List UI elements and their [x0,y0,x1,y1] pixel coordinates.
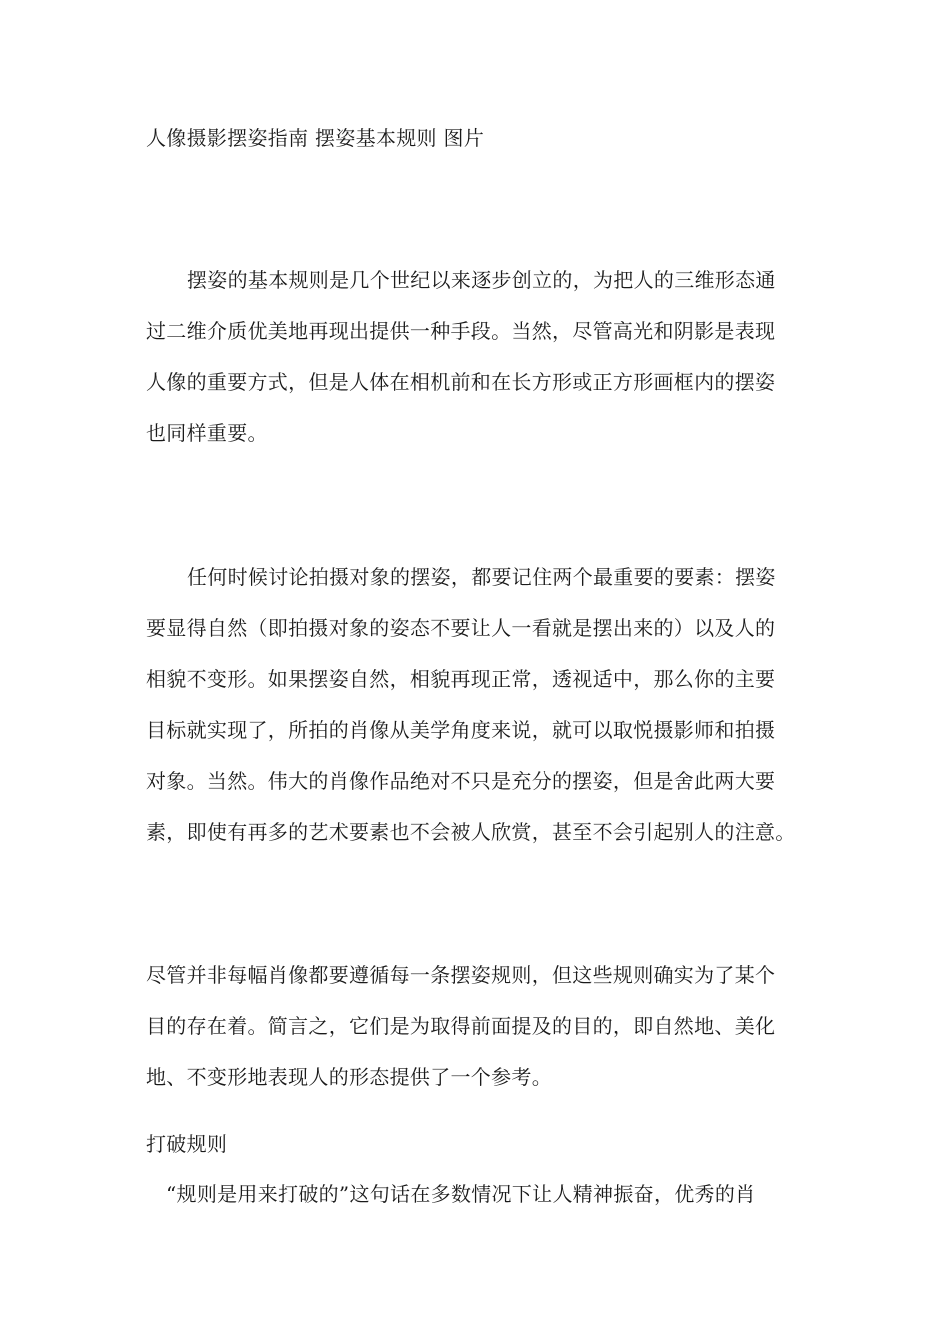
paragraph-2-line-2: 要显得自然（即拍摄对象的姿态不要让人一看就是摆出来的）以及人的 [146,616,776,640]
paragraph-1-line-2: 过二维介质优美地再现出提供一种手段。当然，尽管高光和阴影是表现 [146,319,776,343]
paragraph-3-line-2: 目的存在着。简言之，它们是为取得前面提及的目的，即自然地、美化 [146,1014,776,1038]
document-title: 人像摄影摆姿指南 摆姿基本规则 图片 [146,126,485,150]
paragraph-3-line-3: 地、不变形地表现人的形态提供了一个参考。 [146,1065,552,1089]
paragraph-2-line-1: 任何时候讨论拍摄对象的摆姿，都要记住两个最重要的要素：摆姿 [187,565,776,589]
paragraph-1-line-3: 人像的重要方式，但是人体在相机前和在长方形或正方形画框内的摆姿 [146,370,776,394]
paragraph-3-line-1: 尽管并非每幅肖像都要遵循每一条摆姿规则，但这些规则确实为了某个 [146,963,776,987]
paragraph-1-line-1: 摆姿的基本规则是几个世纪以来逐步创立的，为把人的三维形态通 [187,268,776,292]
paragraph-2-line-3: 相貌不变形。如果摆姿自然，相貌再现正常，透视适中，那么你的主要 [146,667,776,691]
paragraph-4-line-1: “规则是用来打破的”这句话在多数情况下让人精神振奋，优秀的肖 [166,1182,756,1206]
section-heading: 打破规则 [146,1132,228,1156]
paragraph-2-line-6: 素，即使有再多的艺术要素也不会被人欣赏，甚至不会引起别人的注意。 [146,820,796,844]
paragraph-2-line-4: 目标就实现了，所拍的肖像从美学角度来说，就可以取悦摄影师和拍摄 [146,718,776,742]
paragraph-1-line-4: 也同样重要。 [146,421,268,445]
paragraph-2-line-5: 对象。当然。伟大的肖像作品绝对不只是充分的摆姿，但是舍此两大要 [146,769,776,793]
